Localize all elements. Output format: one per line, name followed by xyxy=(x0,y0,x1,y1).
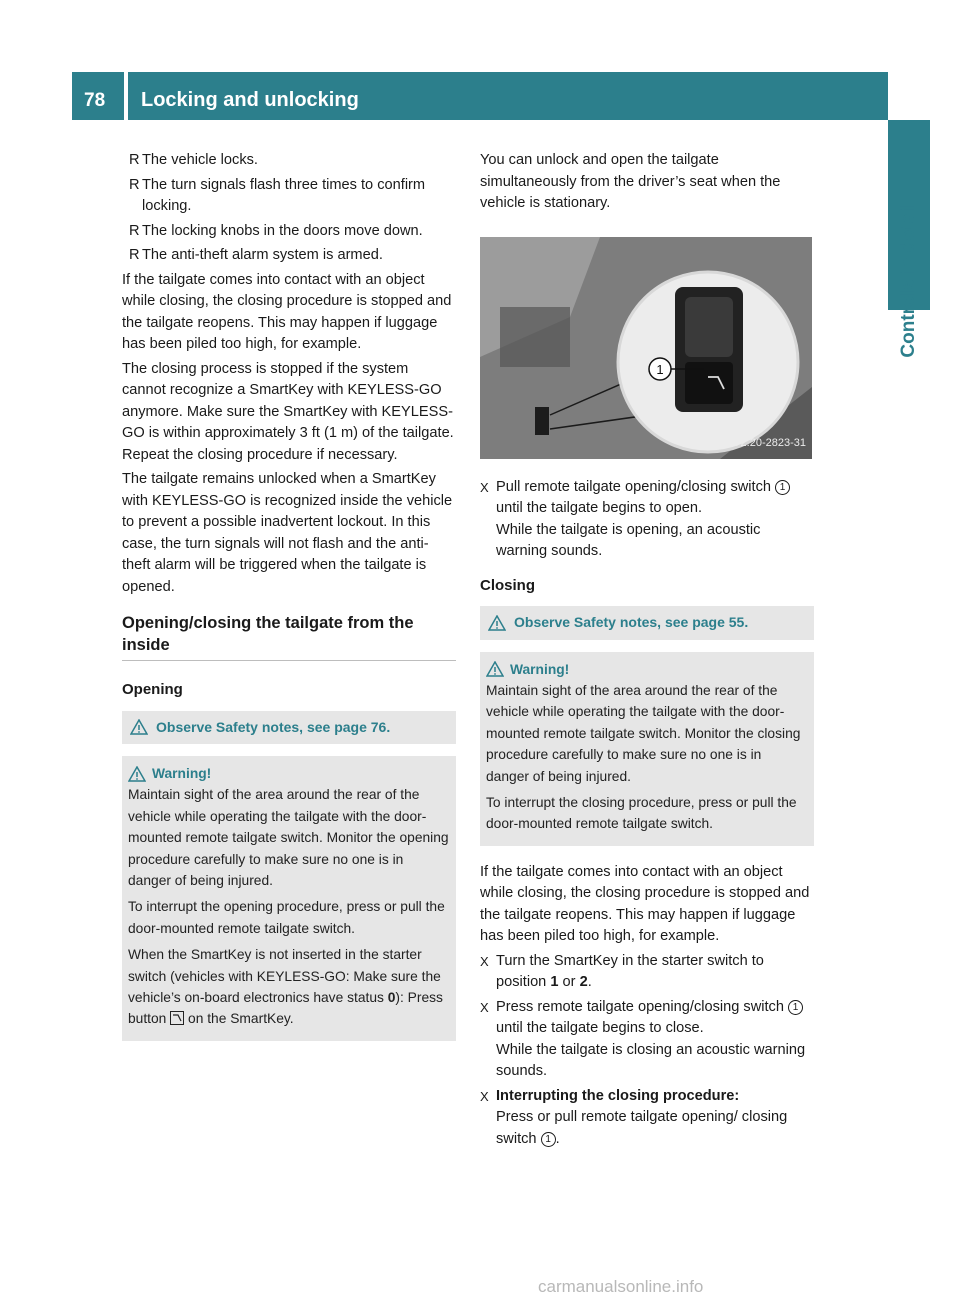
step-marker: X xyxy=(480,953,489,969)
warning-text: Maintain sight of the area around the rear of the vehicle while operating the tailgate with the door-mounted remote tailgate switch. Monitor the opening procedure carefully to make sure no one is in danger of being injured. xyxy=(128,787,449,889)
callout-1: 1 xyxy=(541,1132,556,1147)
paragraph: The tailgate remains unlocked when a SmartKey with KEYLESS-GO is recognized inside the vehicle to prevent a possible inadvertent lockout. In this case, the turn signals will not flash and the anti-theft alarm will be triggered when the tailgate is opened. xyxy=(122,471,453,595)
side-tab-label xyxy=(888,120,930,440)
safety-note xyxy=(122,711,456,747)
figure-code: P72.20-2823-31 xyxy=(727,437,806,449)
sub-heading-closing: Closing xyxy=(480,576,535,594)
warning-box xyxy=(122,756,456,1041)
paragraph: If the tailgate comes into contact with an object while closing, the closing procedure is stopped and the tailgate reopens. This may happen if luggage has been piled too high, for example. xyxy=(480,863,810,945)
step-item: X Interrupting the closing procedure: Press or pull remote tailgate opening/ closing switch 1 . xyxy=(480,1087,788,1147)
list-item: R The vehicle locks. xyxy=(122,150,456,172)
warning-title: Warning! xyxy=(486,659,808,680)
warning-text: When the SmartKey is not inserted in the starter switch (vehicles with KEYLESS-GO: Make sure the vehicle’s on-board electronics have status 0): Press button on the SmartKey. xyxy=(128,947,443,1027)
warning-title: Warning! xyxy=(128,763,450,784)
figure-callout: 1 xyxy=(656,361,664,377)
left-column xyxy=(122,150,456,1041)
bullet-marker: R xyxy=(129,152,140,168)
step-item: X Press remote tailgate opening/closing switch 1 until the tailgate begins to close. While the tailgate is closing an acoustic warning sounds. xyxy=(480,998,806,1080)
callout-1: 1 xyxy=(775,480,790,495)
warning-text: To interrupt the closing procedure, press or pull the door-mounted remote tailgate switch. xyxy=(486,794,797,832)
switch-illustration xyxy=(480,237,812,459)
step-marker: X xyxy=(480,999,489,1015)
watermark: carmanualsonline.info xyxy=(538,1277,704,1296)
tailgate-button-icon xyxy=(170,1011,184,1025)
bullet-marker: R xyxy=(129,222,140,239)
paragraph: If the tailgate comes into contact with an object while closing, the closing procedure is stopped and the tailgate reopens. This may happen if luggage has been piled too high, for example. xyxy=(122,271,452,352)
step-marker: X xyxy=(480,1088,489,1104)
page-number: 78 xyxy=(72,72,124,120)
safety-note xyxy=(480,606,814,642)
step-item: X Pull remote tailgate opening/closing switch 1 until the tailgate begins to open. While the tailgate is opening, an acoustic warning sounds. xyxy=(480,477,814,563)
right-column xyxy=(480,150,814,1153)
list-item: R The locking knobs in the doors move down. xyxy=(122,221,456,243)
page-title: Locking and unlocking xyxy=(128,72,888,120)
step-marker: X xyxy=(480,479,489,495)
safety-note-text: Observe Safety notes, see page 55. xyxy=(514,614,749,630)
callout-1: 1 xyxy=(788,1000,803,1015)
warning-box xyxy=(480,652,814,846)
paragraph: You can unlock and open the tailgate simultaneously from the driver’s seat when the vehicle is stationary. xyxy=(480,152,781,211)
bullet-marker: R xyxy=(129,176,140,193)
list-item: R The anti-theft alarm system is armed. xyxy=(122,245,456,267)
warning-text: Maintain sight of the area around the rear of the vehicle while operating the tailgate with the door-mounted remote tailgate switch. Monitor the closing procedure carefully to make sure no one is in danger of being injured. xyxy=(486,682,801,784)
warning-text: To interrupt the opening procedure, press or pull the door-mounted remote tailgate switch. xyxy=(128,899,445,936)
list-item: R The turn signals flash three times to confirm locking. xyxy=(129,176,426,214)
side-tab-text: Controls in detail xyxy=(898,202,919,358)
page-header xyxy=(72,72,888,120)
paragraph: The closing process is stopped if the system cannot recognize a SmartKey with KEYLESS-GO anymore. Make sure the SmartKey with KEYLESS-GO is within approximately 3 ft (1 m) of the tailgate. Repeat the closing procedure if necessary. xyxy=(122,360,454,463)
warning-triangle-icon xyxy=(130,719,148,735)
warning-triangle-icon xyxy=(128,766,146,782)
safety-note-text: Observe Safety notes, see page 76. xyxy=(156,718,391,735)
step-item: X Turn the SmartKey in the starter switch to position 1 or 2. xyxy=(480,952,764,991)
sub-heading-opening: Opening xyxy=(122,681,183,698)
section-heading: Opening/closing the tailgate from the inside xyxy=(122,612,456,661)
bullet-marker: R xyxy=(129,247,140,263)
tailgate-switch-figure xyxy=(480,237,812,459)
warning-triangle-icon xyxy=(488,615,506,631)
warning-triangle-icon xyxy=(486,661,504,677)
